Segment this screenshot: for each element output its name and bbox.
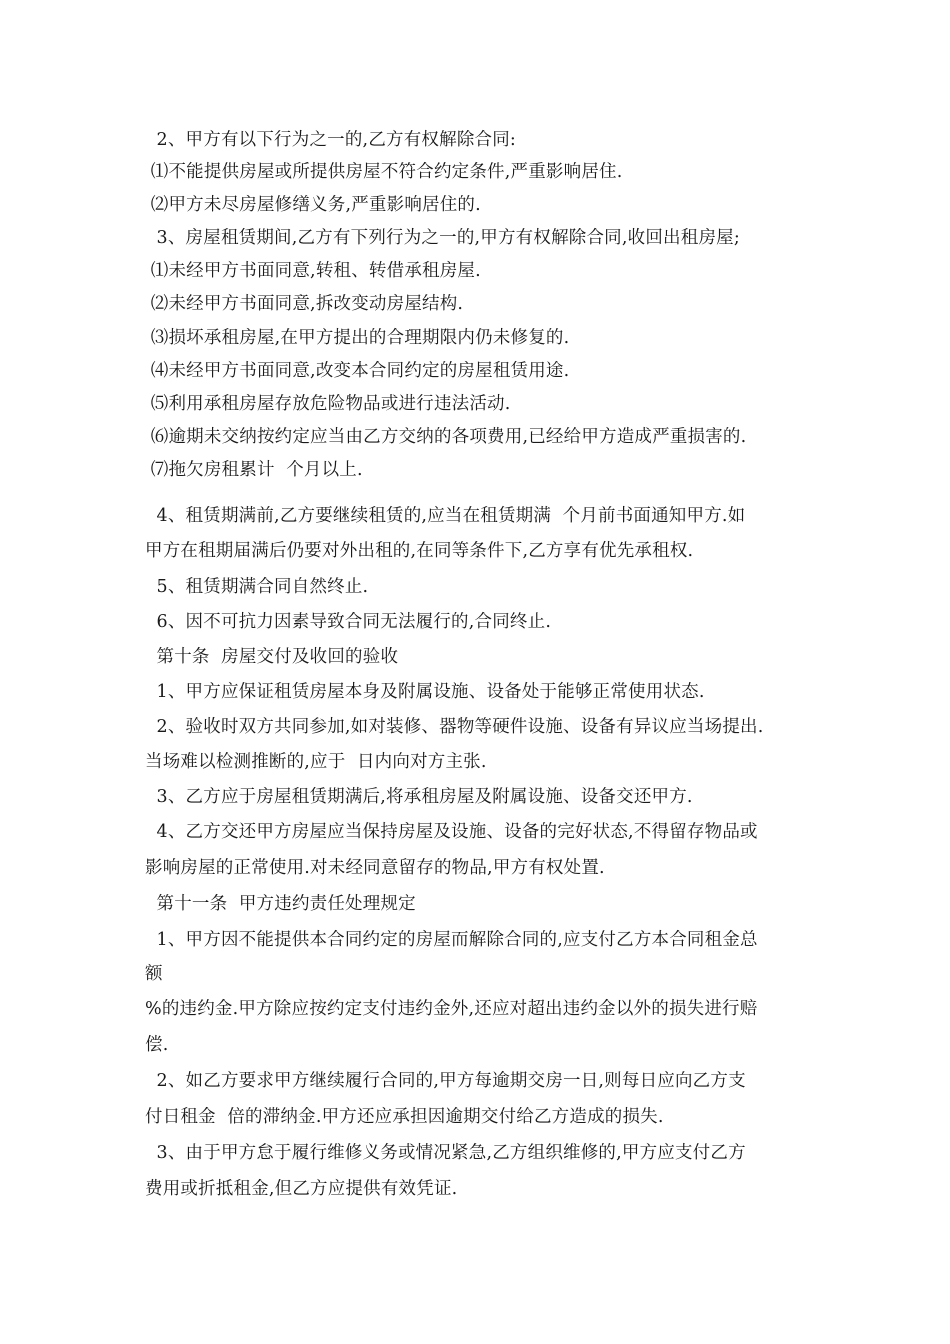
text-line: ⑵未经甲方书面同意,拆改变动房屋结构. (145, 294, 464, 314)
text-line: 1、甲方因不能提供本合同约定的房屋而解除合同的,应支付乙方本合同租金总 (145, 930, 758, 950)
section-heading: 第十条 房屋交付及收回的验收 (145, 647, 399, 667)
text-line: ⑹逾期未交纳按约定应当由乙方交纳的各项费用,已经给甲方造成严重损害的. (145, 427, 747, 447)
text-line: ⑸利用承租房屋存放危险物品或进行违法活动. (145, 394, 511, 414)
text-line: 2、甲方有以下行为之一的,乙方有权解除合同: (145, 130, 517, 150)
text-line: 付日租金 倍的滞纳金.甲方还应承担因逾期交付给乙方造成的损失. (145, 1107, 664, 1127)
text-line: 3、由于甲方怠于履行维修义务或情况紧急,乙方组织维修的,甲方应支付乙方 (145, 1143, 746, 1163)
text-line: ⑴未经甲方书面同意,转租、转借承租房屋. (145, 261, 481, 281)
text-line: ⑶损坏承租房屋,在甲方提出的合理期限内仍未修复的. (145, 328, 570, 348)
text-line: ⑷未经甲方书面同意,改变本合同约定的房屋租赁用途. (145, 361, 570, 381)
text-line: 3、房屋租赁期间,乙方有下列行为之一的,甲方有权解除合同,收回出租房屋; (145, 228, 740, 248)
text-line: 4、乙方交还甲方房屋应当保持房屋及设施、设备的完好状态,不得留存物品或 (145, 822, 758, 842)
text-line: %的违约金.甲方除应按约定支付违约金外,还应对超出违约金以外的损失进行赔 (145, 999, 758, 1019)
text-line: 5、租赁期满合同自然终止. (145, 577, 369, 597)
text-line: 当场难以检测推断的,应于 日内向对方主张. (145, 752, 487, 772)
text-line: ⑺拖欠房租累计 个月以上. (145, 460, 363, 480)
text-line: 2、如乙方要求甲方继续履行合同的,甲方每逾期交房一日,则每日应向乙方支 (145, 1071, 746, 1091)
text-line: 1、甲方应保证租赁房屋本身及附属设施、设备处于能够正常使用状态. (145, 682, 705, 702)
text-line: 6、因不可抗力因素导致合同无法履行的,合同终止. (145, 612, 552, 632)
text-line: ⑵甲方未尽房屋修缮义务,严重影响居住的. (145, 195, 481, 215)
text-line: 影响房屋的正常使用.对未经同意留存的物品,甲方有权处置. (145, 858, 605, 878)
text-line: 2、验收时双方共同参加,如对装修、器物等硬件设施、设备有异议应当场提出. (145, 717, 764, 737)
text-line: ⑴不能提供房屋或所提供房屋不符合约定条件,严重影响居住. (145, 162, 623, 182)
section-heading: 第十一条 甲方违约责任处理规定 (145, 894, 416, 914)
text-line: 3、乙方应于房屋租赁期满后,将承租房屋及附属设施、设备交还甲方. (145, 787, 693, 807)
text-line: 4、租赁期满前,乙方要继续租赁的,应当在租赁期满 个月前书面通知甲方.如 (145, 506, 746, 526)
text-line: 费用或折抵租金,但乙方应提供有效凭证. (145, 1179, 458, 1199)
text-line: 偿. (145, 1035, 169, 1055)
text-line: 额 (145, 964, 163, 984)
text-line: 甲方在租期届满后仍要对外出租的,在同等条件下,乙方享有优先承租权. (145, 541, 694, 561)
